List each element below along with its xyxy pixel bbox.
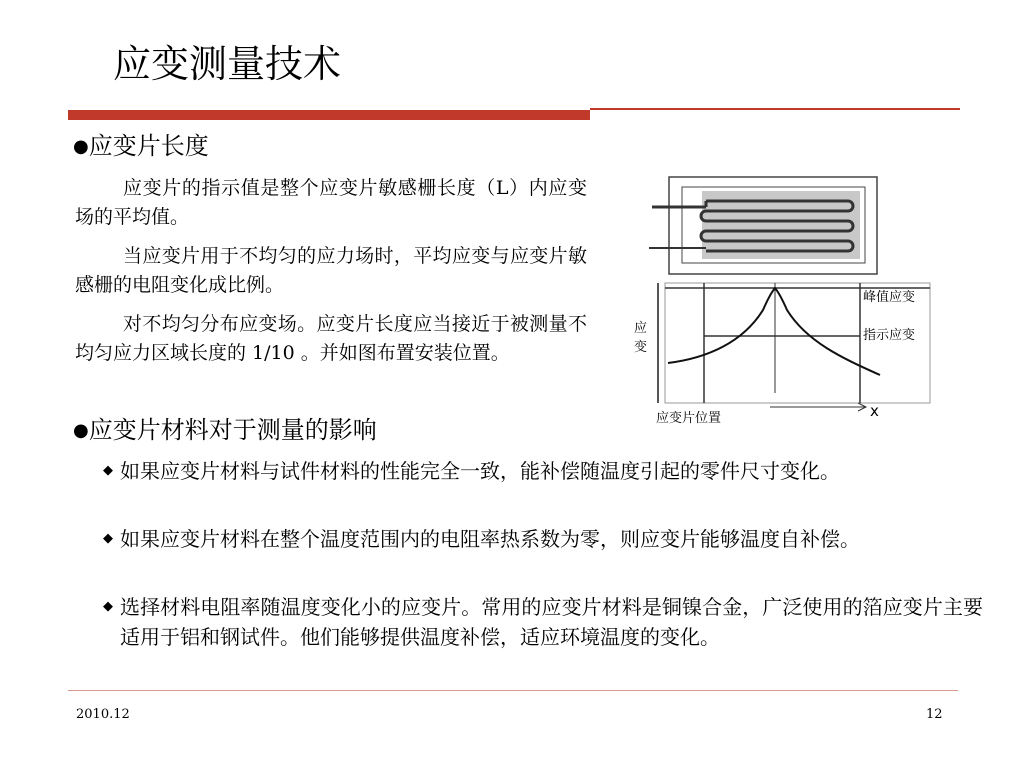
diamond-bullet-icon: ◆ xyxy=(103,531,113,546)
footer-rule xyxy=(68,690,958,691)
title-rule-thick xyxy=(68,110,590,120)
page-number: 12 xyxy=(926,707,943,722)
y-axis-label-2: 变 xyxy=(634,340,648,355)
sub-bullet-item xyxy=(103,524,983,554)
footer-date: 2010.12 xyxy=(76,707,130,722)
section-heading-text: 应变片材料对于测量的影响 xyxy=(88,416,377,444)
title-rule-thin xyxy=(590,108,960,110)
peak-strain-label: 峰值应变 xyxy=(863,290,916,305)
sub-bullet-text: 选择材料电阻率随温度变化小的应变片。常用的应变片材料是铜镍合金，广泛使用的箔应变片主要适用于铝和钢试件。他们能够提供温度补偿，适应环境温度的变化。 xyxy=(120,595,983,649)
slide-title: 应变测量技术 xyxy=(113,42,342,86)
section-heading-gauge-length xyxy=(73,130,209,163)
indicated-strain-label: 指示应变 xyxy=(863,328,916,343)
sub-bullet-item xyxy=(103,592,983,652)
bullet-dot: ● xyxy=(73,420,89,441)
strain-gauge-drawing xyxy=(649,177,877,274)
section-heading-gauge-material xyxy=(73,414,377,447)
bullet-dot: ● xyxy=(73,136,89,157)
paragraph-nonuniform-field: 当应变片用于不均匀的应力场时，平均应变与应变片敏感栅的电阻变化成比例。 xyxy=(75,245,587,296)
strain-gauge-figure xyxy=(618,170,938,430)
section-heading-text: 应变片长度 xyxy=(88,132,209,160)
x-axis-symbol: x xyxy=(870,402,879,420)
sub-bullet-text: 如果应变片材料在整个温度范围内的电阻率热系数为零，则应变片能够温度自补偿。 xyxy=(120,527,860,551)
diamond-bullet-icon: ◆ xyxy=(103,463,113,478)
sub-bullet-item xyxy=(103,456,983,486)
x-axis-label: 应变片位置 xyxy=(656,411,722,426)
sub-bullet-text: 如果应变片材料与试件材料的性能完全一致，能补偿随温度引起的零件尺寸变化。 xyxy=(120,459,840,483)
y-axis-label-1: 应 xyxy=(634,321,648,336)
diamond-bullet-icon: ◆ xyxy=(103,599,113,614)
paragraph-indicated-value: 应变片的指示值是整个应变片敏感栅长度（L）内应变场的平均值。 xyxy=(75,177,587,228)
strain-distribution-plot xyxy=(634,283,930,426)
paragraph-gauge-placement: 对不均匀分布应变场。应变片长度应当接近于被测量不均匀应力区域长度的 1/10 。并如图布置安装位置。 xyxy=(75,313,587,364)
